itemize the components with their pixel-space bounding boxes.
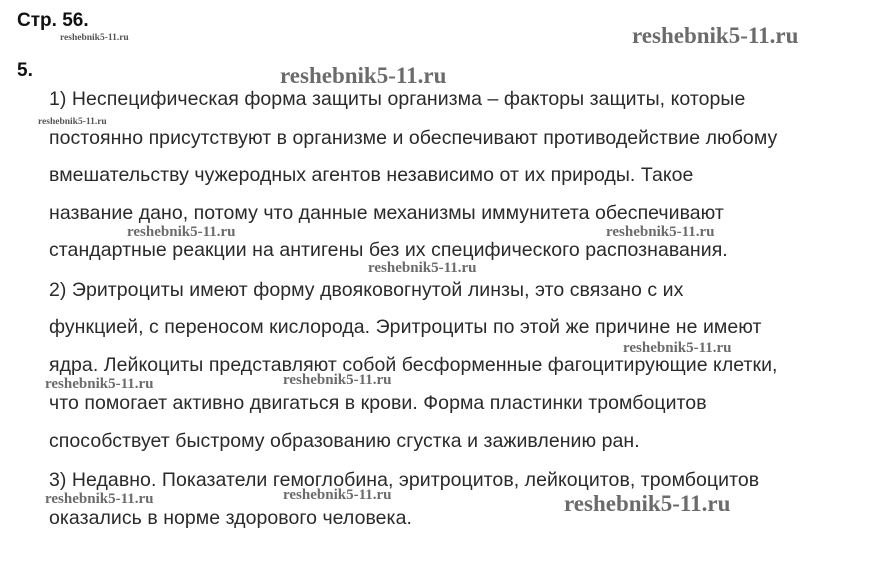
watermark: reshebnik5-11.ru	[45, 491, 154, 507]
watermark: reshebnik5-11.ru	[283, 372, 392, 388]
watermark: reshebnik5-11.ru	[564, 491, 731, 516]
watermark: reshebnik5-11.ru	[368, 260, 477, 276]
answer-line: оказались в норме здорового человека.	[49, 507, 412, 529]
page-label: Стр. 56.	[17, 10, 89, 31]
watermark: reshebnik5-11.ru	[606, 224, 715, 240]
watermark: reshebnik5-11.ru	[283, 487, 392, 503]
answer-line: стандартные реакции на антигены без их специфического распознавания.	[49, 239, 728, 261]
watermark: reshebnik5-11.ru	[632, 23, 799, 48]
watermark: reshebnik5-11.ru	[45, 376, 154, 392]
answer-line: ядра. Лейкоциты представляют собой бесформенные фагоцитирующие клетки,	[49, 354, 778, 376]
answer-line: 1) Неспецифическая форма защиты организма – факторы защиты, которые	[49, 88, 746, 110]
answer-line: способствует быстрому образованию сгустка и заживлению ран.	[49, 430, 640, 452]
answer-line: 2) Эритроциты имеют форму двояковогнутой линзы, это связано с их	[49, 279, 684, 301]
answer-line: функцией, с переносом кислорода. Эритроциты по этой же причине не имеют	[49, 316, 762, 338]
watermark: reshebnik5-11.ru	[623, 340, 732, 356]
answer-line: что помогает активно двигаться в крови. Форма пластинки тромбоцитов	[49, 392, 707, 414]
watermark: reshebnik5-11.ru	[38, 117, 107, 127]
watermark: reshebnik5-11.ru	[280, 63, 447, 88]
answer-line: название дано, потому что данные механизмы иммунитета обеспечивают	[49, 202, 724, 224]
task-number: 5.	[17, 60, 33, 81]
answer-line: постоянно присутствуют в организме и обеспечивают противодействие любому	[49, 127, 778, 149]
answer-line: 3) Недавно. Показатели гемоглобина, эритроцитов, лейкоцитов, тромбоцитов	[49, 469, 760, 491]
watermark: reshebnik5-11.ru	[60, 33, 129, 43]
answer-line: вмешательству чужеродных агентов независимо от их природы. Такое	[49, 164, 694, 186]
watermark: reshebnik5-11.ru	[127, 224, 236, 240]
